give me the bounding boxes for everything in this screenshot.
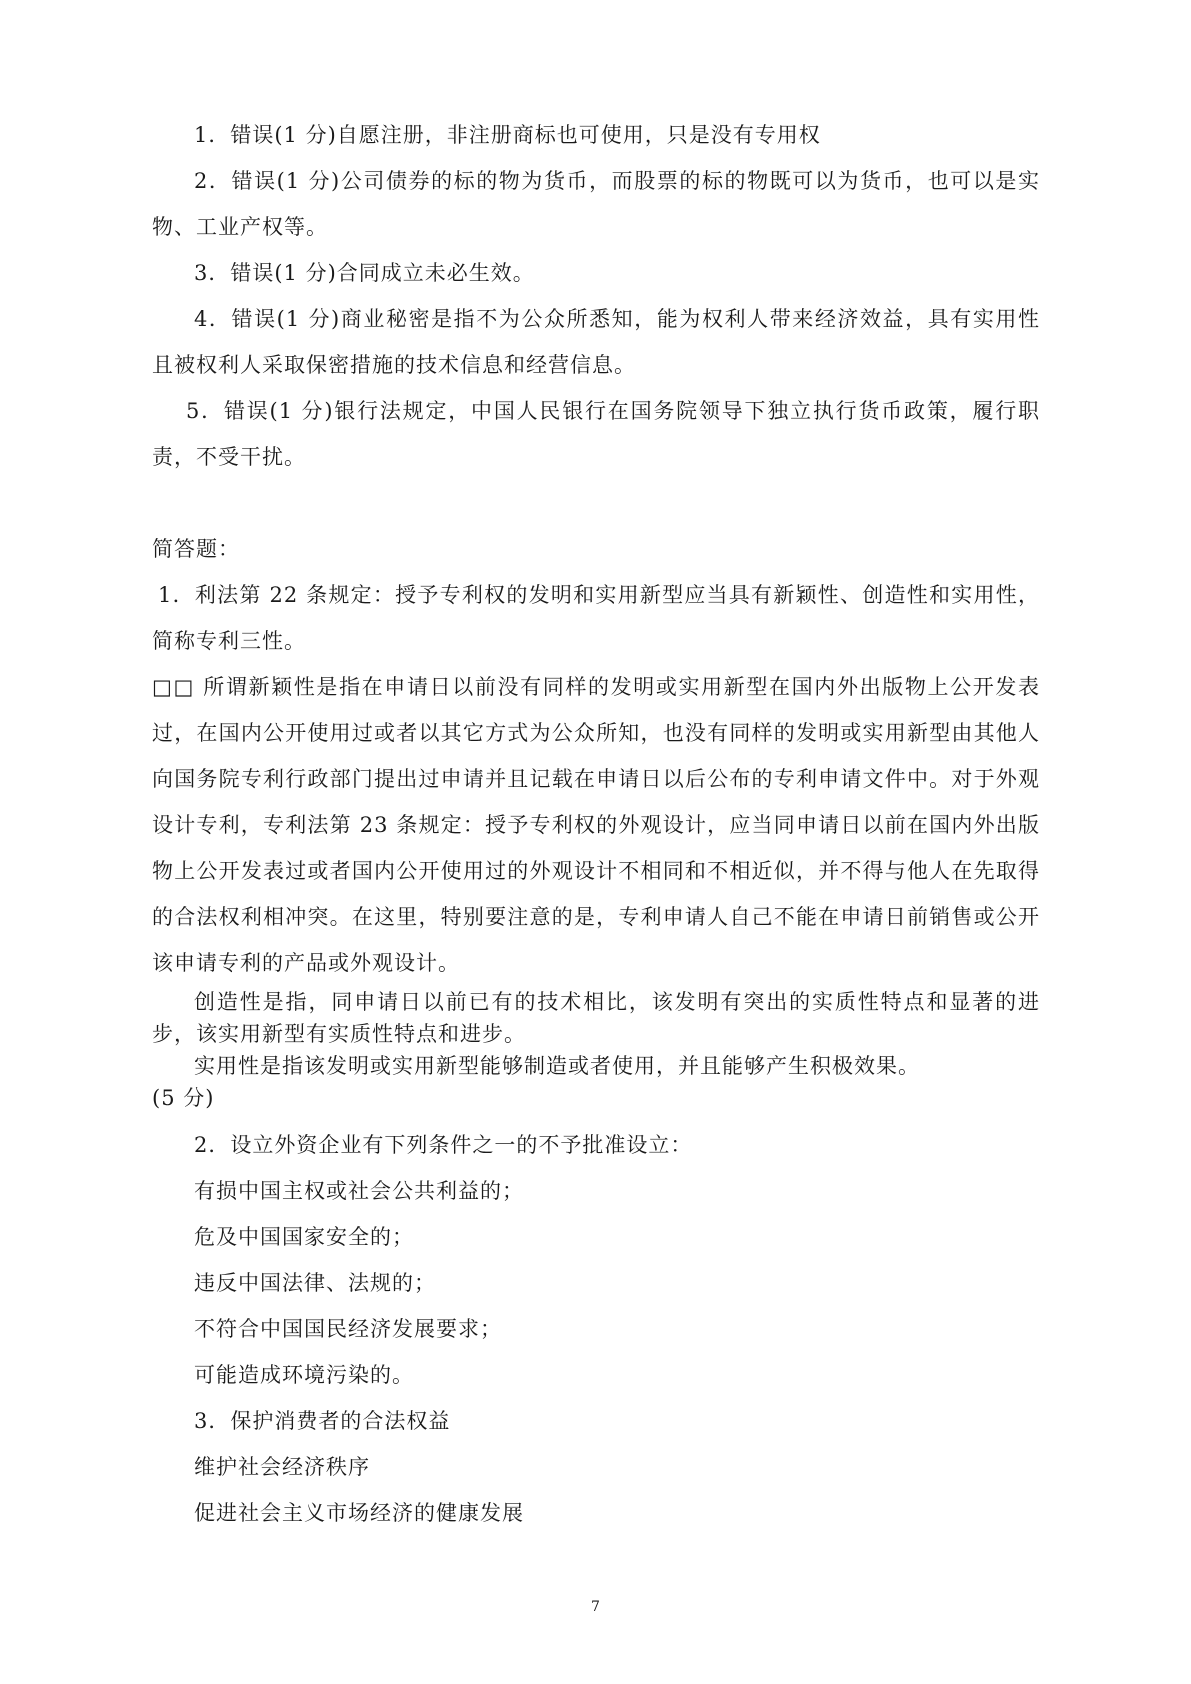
q2-condition: 可能造成环境污染的。 [194,1363,414,1387]
q1-score: (5 分) [152,1086,215,1110]
q2-condition: 危及中国国家安全的； [194,1225,414,1249]
q3-point: 促进社会主义市场经济的健康发展 [194,1501,524,1525]
judgment-item-5: 5．错误(1 分)银行法规定，中国人民银行在国务院领导下独立执行货币政策，履行职责，不受干扰。 [152,399,1040,469]
judgment-item-4: 4．错误(1 分)商业秘密是指不为公众所悉知，能为权利人带来经济效益，具有实用性且被权利人采取保密措施的技术信息和经营信息。 [152,307,1040,377]
q2-condition: 不符合中国国民经济发展要求； [194,1317,502,1341]
judgment-item-3: 3．错误(1 分)合同成立未必生效。 [194,261,535,285]
short-answer-q3 [152,1398,1040,1536]
q3-point: 维护社会经济秩序 [194,1455,370,1479]
page-content [152,112,1040,1536]
q1-practicality: 实用性是指该发明或实用新型能够制造或者使用，并且能够产生积极效果。 [194,1054,920,1078]
judgment-answers [152,112,1040,480]
q1-novelty: □□ 所谓新颖性是指在申请日以前没有同样的发明或实用新型在国内外出版物上公开发表过，在国内公开使用过或者以其它方式为公众所知，也没有同样的发明或实用新型由其他人向国务院专利行政部门提出过申请并且记载在申请日以后公布的专利申请文件中。对于外观设计专利，专利法第 23 条规定：授予专利权的外观设计，应当同申请日以前在国内外出版物上公开发表过或者国内公开使用过的外观设计不相同和不相近似，并不得与他人在先取得的合法权利相冲突。在这里，特别要注意的是，专利申请人自己不能在申请日前销售或公开该申请专利的产品或外观设计。 [152,675,1040,975]
q2-intro: 2．设立外资企业有下列条件之一的不予批准设立： [194,1133,693,1157]
q1-intro: 1．利法第 22 条规定：授予专利权的发明和实用新型应当具有新颖性、创造性和实用性，简称专利三性。 [152,583,1040,653]
q3-intro: 3．保护消费者的合法权益 [194,1409,451,1433]
q1-creativity: 创造性是指，同申请日以前已有的技术相比，该发明有突出的实质性特点和显著的进步，该实用新型有实质性特点和进步。 [152,990,1040,1046]
judgment-item-2: 2．错误(1 分)公司债券的标的物为货币，而股票的标的物既可以为货币，也可以是实物、工业产权等。 [152,169,1040,239]
q2-condition: 有损中国主权或社会公共利益的； [194,1179,524,1203]
q2-condition: 违反中国法律、法规的； [194,1271,436,1295]
judgment-item-1: 1．错误(1 分)自愿注册，非注册商标也可使用，只是没有专用权 [194,123,821,147]
page-number: 7 [591,1599,600,1615]
short-answer-heading: 简答题： [152,537,240,561]
short-answer-q2 [152,1122,1040,1398]
short-answer-q1 [152,572,1040,1114]
